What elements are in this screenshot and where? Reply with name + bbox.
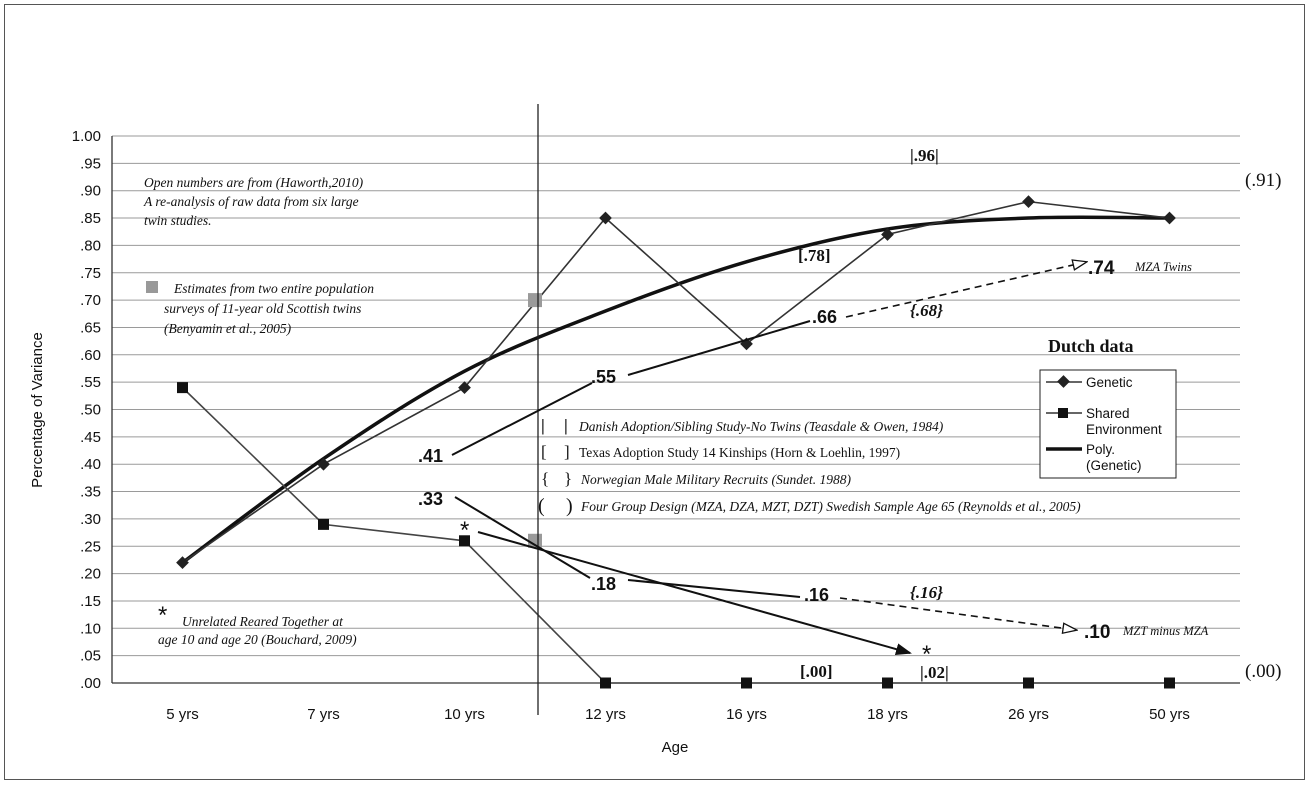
x-tick-label: 50 yrs (1149, 706, 1190, 723)
key-danish: Danish Adoption/Sibling Study-No Twins (Teasdale & Owen, 1984) (579, 419, 944, 434)
shared-environment-point (600, 678, 611, 689)
y-tick-label: .25 (80, 538, 101, 556)
label-mzt-minus-mza: MZT minus MZA (1123, 624, 1209, 638)
label-00-paren: (.00) (1245, 661, 1282, 682)
y-tick-label: .70 (80, 292, 101, 310)
x-tick-label: 12 yrs (585, 706, 626, 723)
scottish-estimate-point (528, 293, 542, 307)
note-scottish-2: surveys of 11-year old Scottish twins (164, 301, 362, 316)
note-haworth-3: twin studies. (144, 213, 212, 228)
legend-shared-label: Shared Environment (1086, 406, 1162, 437)
x-tick-label: 18 yrs (867, 706, 908, 723)
x-axis-label: Age (661, 739, 689, 756)
label-10: .10 (1084, 622, 1111, 643)
legend (1040, 370, 1176, 478)
shared-environment-point (741, 678, 752, 689)
genetic-point (1163, 212, 1176, 225)
y-tick-label: .65 (80, 319, 101, 337)
x-tick-labels (166, 706, 1190, 723)
key-swed-sym-r: ) (566, 495, 573, 517)
key-danish-sym-l: | (541, 416, 545, 435)
label-16: .16 (804, 585, 830, 605)
label-96: |.96| (910, 146, 939, 165)
asterisk-mark-legend: * (158, 602, 168, 629)
y-axis-label: Percentage of Variance (29, 332, 46, 488)
label-41: .41 (418, 446, 444, 466)
y-tick-label: .40 (80, 456, 101, 474)
label-91-paren: (.91) (1245, 170, 1282, 191)
label-00: [.00] (800, 662, 833, 681)
trend-unrelated (478, 532, 910, 653)
y-tick-label: .35 (80, 483, 101, 501)
key-swed-sym-l: ( (538, 495, 545, 517)
y-tick-label: .45 (80, 428, 101, 446)
legend-genetic-label: Genetic (1086, 375, 1133, 390)
key-texas: Texas Adoption Study 14 Kinships (Horn & Loehlin, 1997) (579, 445, 901, 460)
label-33: .33 (418, 489, 444, 509)
label-mza-twins: MZA Twins (1135, 260, 1192, 274)
y-tick-label: .15 (80, 592, 101, 610)
y-tick-label: .10 (80, 620, 101, 638)
legend-shared-marker (1058, 408, 1068, 418)
y-tick-label: .85 (80, 210, 101, 228)
y-tick-label: .55 (80, 374, 101, 392)
shared-environment-point (318, 519, 329, 530)
y-tick-label: .00 (80, 675, 101, 692)
label-55: .55 (591, 367, 617, 387)
label-74: .74 (1088, 258, 1115, 279)
shared-environment-point (177, 382, 188, 393)
y-tick-label: .30 (80, 510, 101, 528)
label-02: |.02| (920, 663, 949, 682)
trend-18-16 (628, 580, 800, 597)
y-tick-label: .80 (80, 237, 101, 255)
asterisk-mark-1: * (460, 517, 470, 544)
note-unrelated-1: Unrelated Reared Together at (182, 614, 343, 629)
y-tick-labels (72, 128, 101, 692)
x-tick-label: 7 yrs (307, 706, 340, 723)
legend-title: Dutch data (1048, 336, 1134, 356)
note-scottish-1: Estimates from two entire population (174, 281, 374, 296)
label-16-braced: {.16} (910, 583, 944, 602)
y-tick-label: .75 (80, 264, 101, 282)
key-texas-sym-l: [ (541, 442, 547, 461)
trend-41-55 (452, 383, 592, 455)
key-norw-sym-r: } (564, 469, 573, 488)
x-tick-label: 10 yrs (444, 706, 485, 723)
y-tick-label: .05 (80, 647, 101, 665)
label-68: {.68} (910, 301, 944, 320)
trend-55-66 (628, 321, 810, 375)
key-norw-sym-l: { (541, 469, 550, 488)
y-tick-label: .60 (80, 346, 101, 364)
note-haworth-2: A re-analysis of raw data from six large (144, 194, 359, 209)
label-66: .66 (812, 307, 838, 327)
x-tick-label: 16 yrs (726, 706, 767, 723)
genetic-point (1022, 195, 1035, 208)
key-norwegian: Norwegian Male Military Recruits (Sundet. 1988) (581, 472, 851, 487)
asterisk-mark-2: * (922, 641, 932, 668)
note-haworth-1: Open numbers are from (Haworth,2010) (144, 175, 364, 190)
trend-16-10 (840, 598, 1076, 630)
shared-environment-point (1023, 678, 1034, 689)
x-tick-label: 26 yrs (1008, 706, 1049, 723)
key-danish-sym-r: | (564, 416, 568, 435)
note-unrelated-2: age 10 and age 20 (Bouchard, 2009) (158, 632, 357, 647)
y-tick-label: .50 (80, 401, 101, 419)
key-swedish: Four Group Design (MZA, DZA, MZT, DZT) Swedish Sample Age 65 (Reynolds et al., 2005) (581, 499, 1081, 514)
y-tick-label: 1.00 (71, 128, 101, 145)
label-78: [.78] (798, 246, 831, 265)
x-tick-label: 5 yrs (166, 706, 199, 723)
shared-environment-point (882, 678, 893, 689)
key-texas-sym-r: ] (564, 442, 570, 461)
legend-poly-label: Poly. (Genetic) (1086, 442, 1142, 473)
trend-66-74 (846, 262, 1086, 317)
y-tick-label: .90 (80, 182, 101, 200)
y-tick-label: .95 (80, 155, 101, 173)
scottish-marker-key (146, 281, 158, 293)
shared-environment-point (1164, 678, 1175, 689)
y-tick-label: .20 (80, 565, 101, 583)
note-scottish-3: (Benyamin et al., 2005) (164, 321, 292, 336)
label-18: .18 (591, 574, 617, 594)
